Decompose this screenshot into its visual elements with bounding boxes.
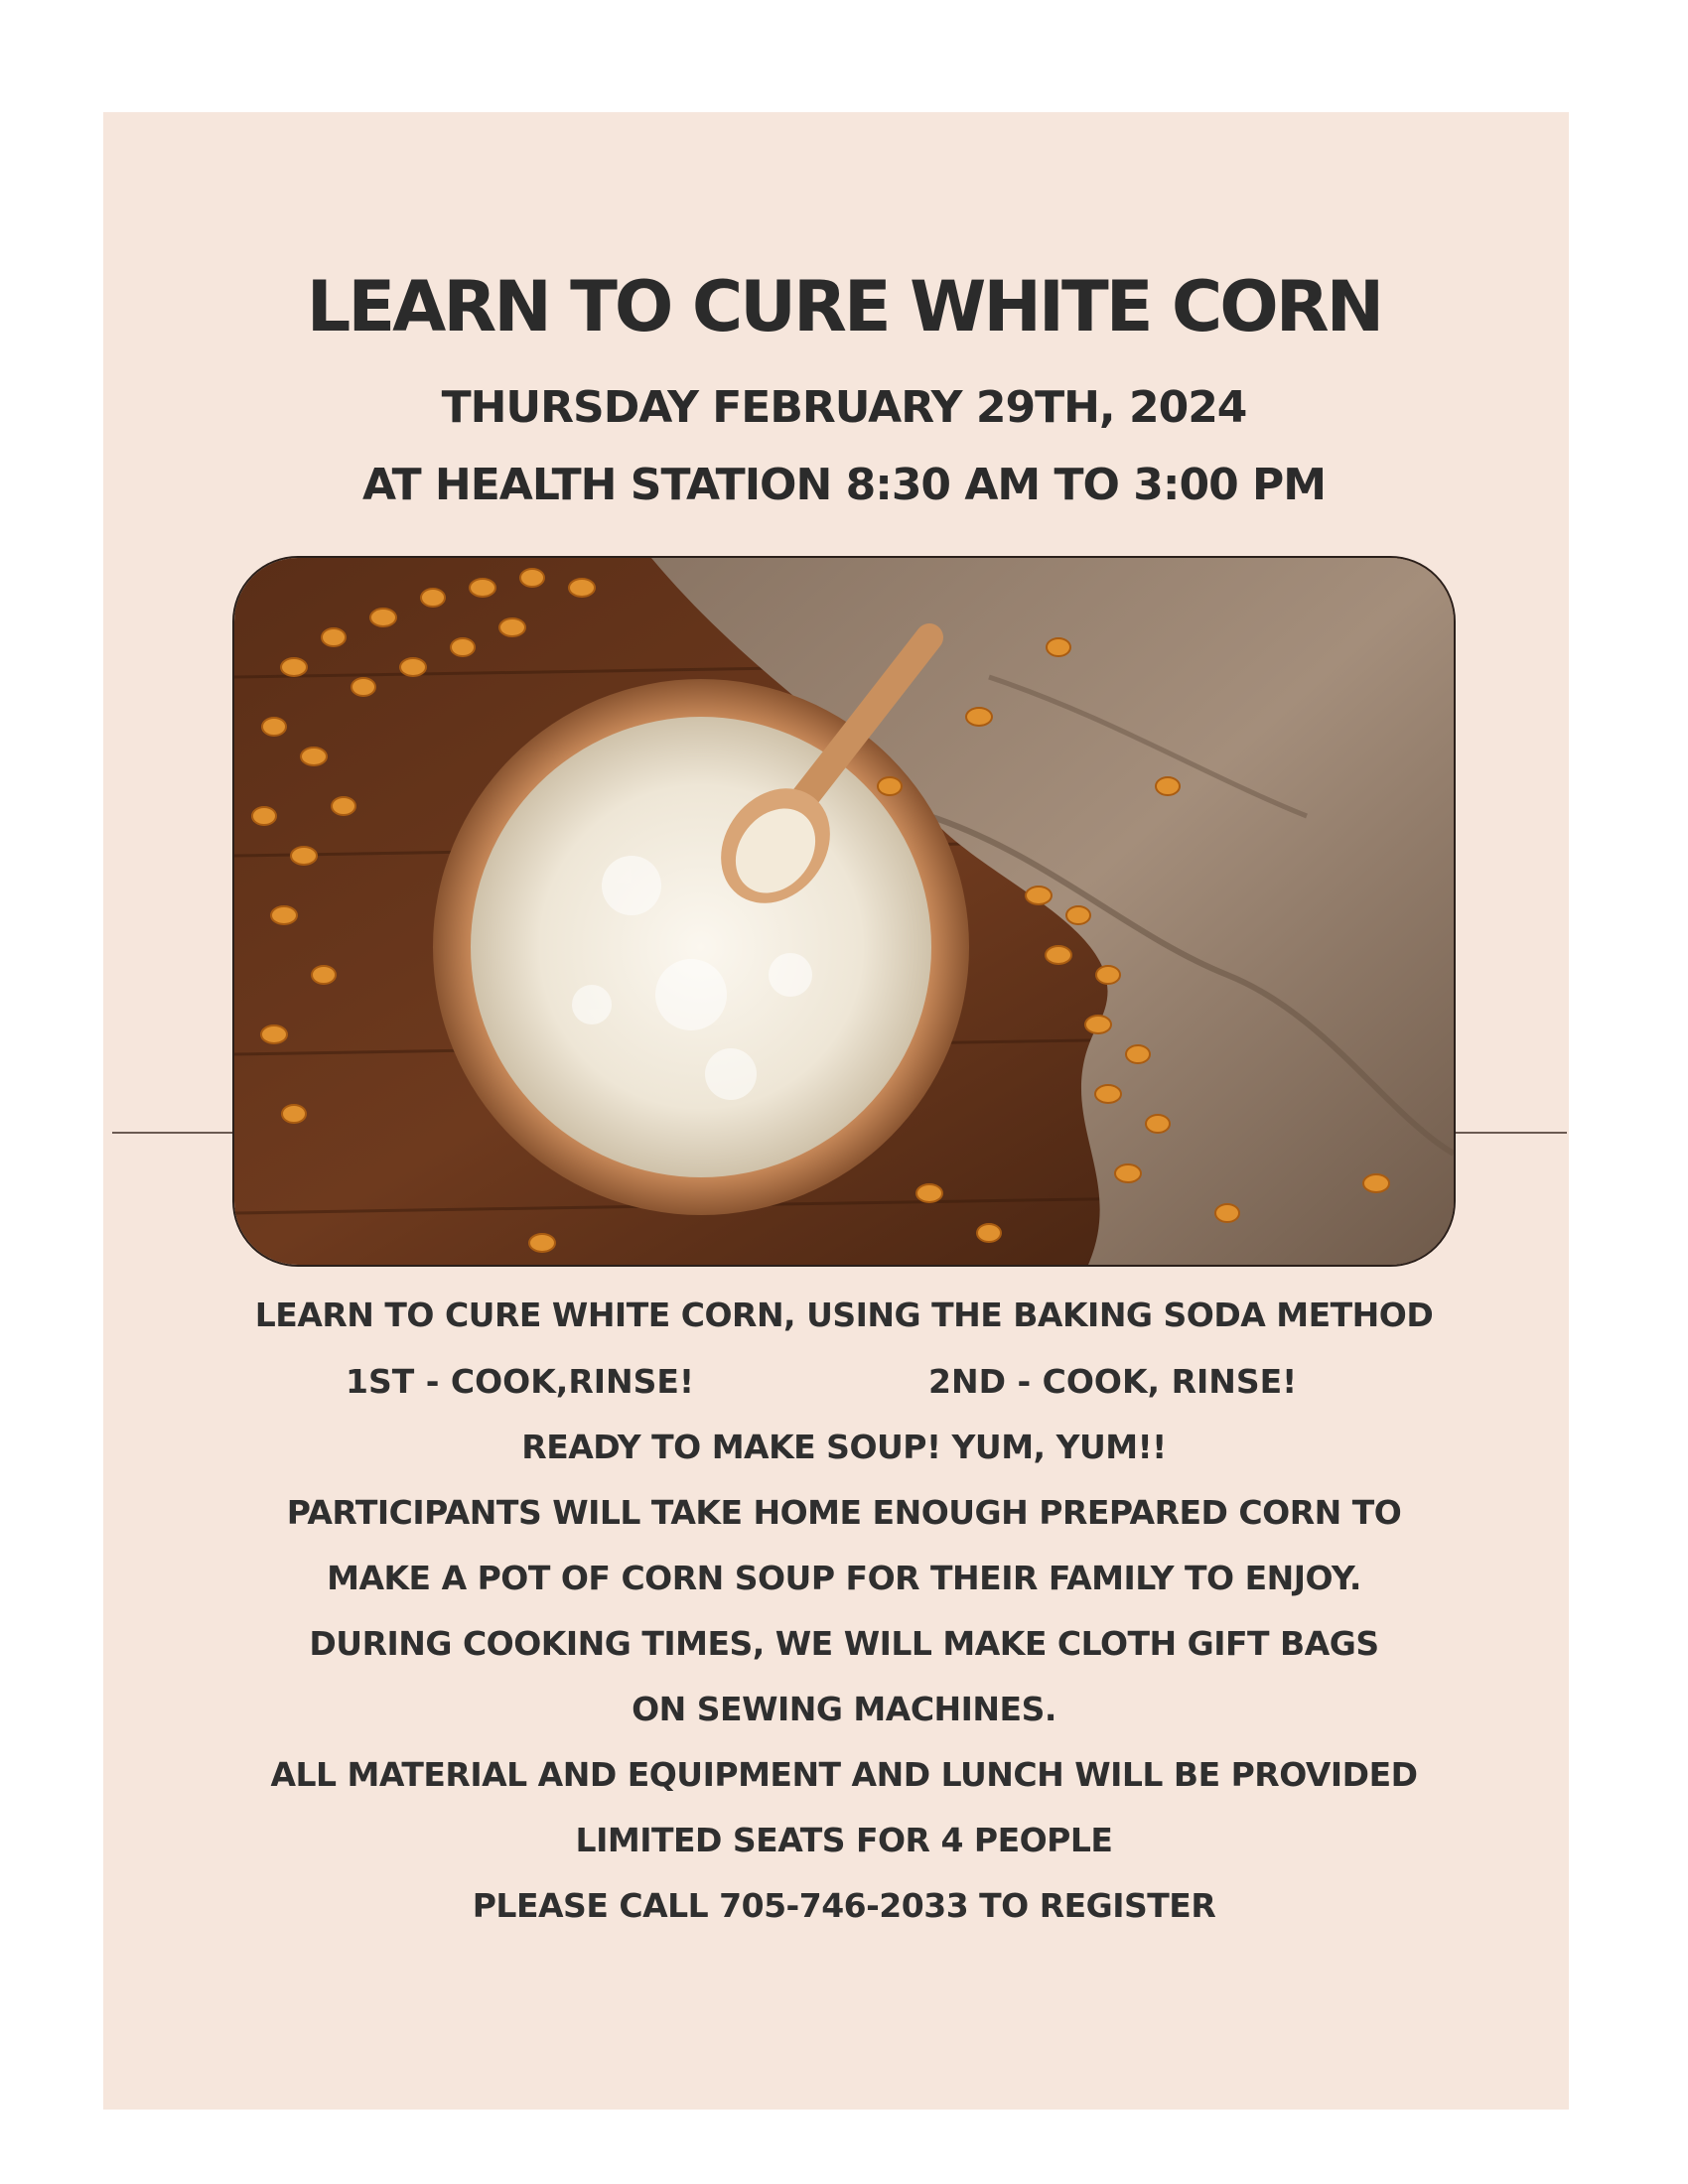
step-one: 1ST - COOK,RINSE!	[346, 1362, 695, 1401]
body-register-line: PLEASE CALL 705-746-2033 TO REGISTER	[472, 1886, 1216, 1925]
body-provided-line: ALL MATERIAL AND EQUIPMENT AND LUNCH WILL BE PROVIDED	[270, 1755, 1418, 1794]
body-sewing-line: ON SEWING MACHINES.	[632, 1690, 1056, 1728]
body-seats-line: LIMITED SEATS FOR 4 PEOPLE	[575, 1821, 1113, 1859]
body-cooking-times-line: DURING COOKING TIMES, WE WILL MAKE CLOTH GIFT BAGS	[309, 1624, 1379, 1663]
event-date: THURSDAY FEBRUARY 29TH, 2024	[441, 382, 1247, 433]
body-participants-line: PARTICIPANTS WILL TAKE HOME ENOUGH PREPARED CORN TO	[286, 1493, 1402, 1532]
body-soup-line: READY TO MAKE SOUP! YUM, YUM!!	[521, 1428, 1167, 1466]
divider-right	[1450, 1132, 1567, 1134]
body-pot-line: MAKE A POT OF CORN SOUP FOR THEIR FAMILY TO ENJOY.	[327, 1559, 1361, 1597]
step-two: 2ND - COOK, RINSE!	[928, 1362, 1298, 1401]
flyer-title: LEARN TO CURE WHITE CORN	[306, 266, 1382, 347]
divider-left	[112, 1132, 241, 1134]
steps-line	[0, 1362, 1688, 1412]
event-location-time: AT HEALTH STATION 8:30 AM TO 3:00 PM	[361, 460, 1327, 510]
body-method-line: LEARN TO CURE WHITE CORN, USING THE BAKING SODA METHOD	[254, 1296, 1434, 1334]
bowl-of-corn-flour-photo	[232, 556, 1456, 1267]
